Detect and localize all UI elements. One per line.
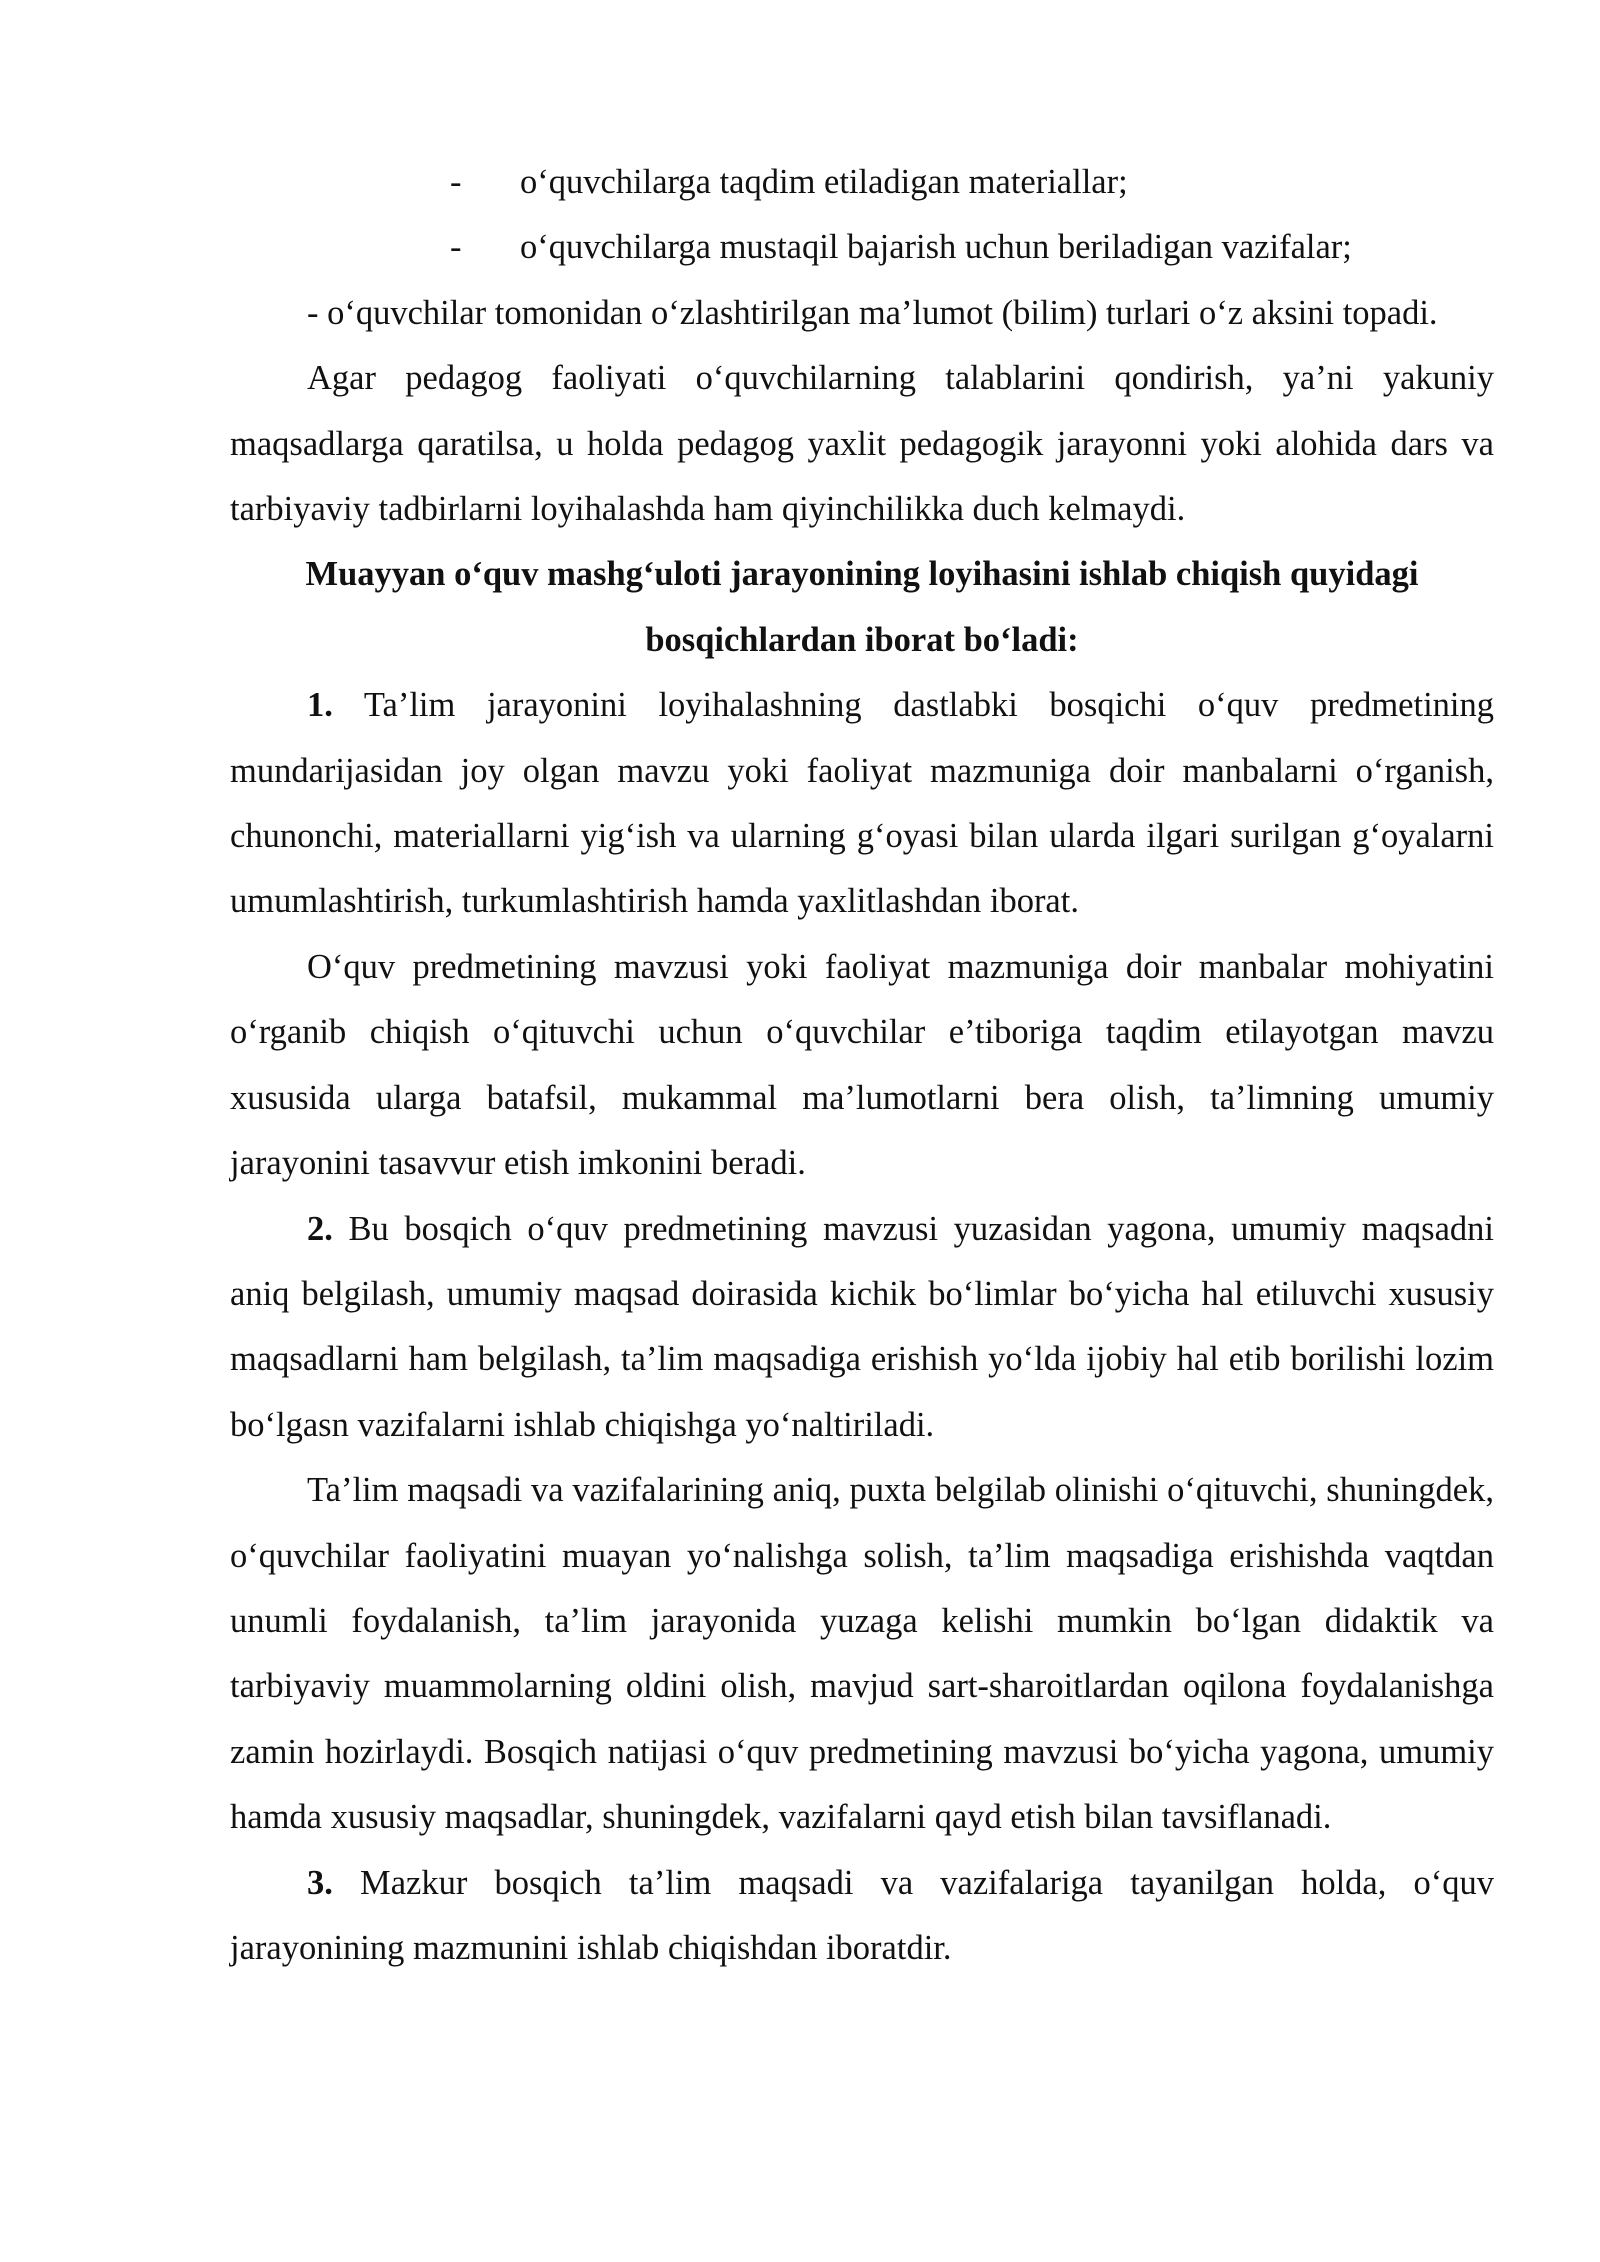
paragraph-oquv: O‘quv predmetining mavzusi yoki faoliyat mazmuniga doir manbalar mohiyatini o‘rganib chiqish o‘qituvchi uchun o‘quvchilar e’tiboriga taqdim etilayotgan mavzu xususida ularga batafsil, mukammal ma’lumotlarni bera olish, ta’limning umumiy jarayonini tasavvur etish imkonini beradi. [230,947,1494,1183]
list-dash: - [450,163,462,201]
step-text: Ta’lim jarayonini loyihalashning dastlabki bosqichi o‘quv predmetining mundarijasidan joy olgan mavzu yoki faoliyat mazmuniga doir manbalarni o‘rganish, chunonchi, materiallarni yig‘ish va ularning g‘oyasi bilan ularda ilgari surilgan g‘oyalarni umumlashtirish, turkumlashtirish hamda yaxlitlashdan iborat. [230,686,1494,921]
step-number: 1. [307,686,333,725]
step-text: Bu bosqich o‘quv predmetining mavzusi yuzasidan yagona, umumiy maqsadni aniq belgilash, umumiy maqsad doirasida kichik bo‘limlar bo‘yicha hal etiluvchi xususiy maqsadlarni ham belgilash, ta’lim maqsadiga erishish yo‘lda ijobiy hal etib borilishi lozim bo‘lgasn vazifalarni ishlab chiqishga yo‘naltiriladi. [230,1209,1494,1444]
paragraph-agar: Agar pedagog faoliyati o‘quvchilarning talablarini qondirish, ya’ni yakuniy maqsadlarga qaratilsa, u holda pedagog yaxlit pedagogik jarayonni yoki alohida dars va tarbiyaviy tadbirlarni loyihalashda ham qiyinchilikka duch kelmaydi. [230,359,1494,529]
step-number: 2. [307,1209,333,1248]
step-text: Mazkur bosqich ta’lim maqsadi va vazifalariga tayanilgan holda, o‘quv jarayonining mazmunini ishlab chiqishdan iboratdir. [230,1863,1494,1967]
section-heading: Muayyan o‘quv mashg‘uloti jarayonining loyihasini ishlab chiqish quyidagi bosqichlardan iborat bo‘ladi: [305,555,1419,659]
step-number: 3. [307,1863,333,1902]
page-content [230,150,1494,1981]
list-item [230,215,1494,280]
paragraph-step-2 [230,1197,1494,1459]
paragraph-dash-item: - o‘quvchilar tomonidan o‘zlashtirilgan ma’lumot (bilim) turlari o‘z aksini topadi. [307,293,1438,332]
paragraph-step-1 [230,673,1494,935]
paragraph-talim: Ta’lim maqsadi va vazifalarining aniq, puxta belgilab olinishi o‘qituvchi, shuningdek, o‘quvchilar faoliyatini muayan yo‘nalishga solish, ta’lim maqsadiga erishishda vaqtdan unumli foydalanish, ta’lim jarayonida yuzaga kelishi mumkin bo‘lgan didaktik va tarbiyaviy muammolarning oldini olish, mavjud sart-sharoitlardan oqilona foydalanishga zamin hozirlaydi. Bosqich natijasi o‘quv predmetining mavzusi bo‘yicha yagona, umumiy hamda xususiy maqsadlar, shuningdek, vazifalarni qayd etish bilan tavsiflanadi. [230,1471,1494,1837]
list-item-text: o‘quvchilarga mustaqil bajarish uchun beriladigan vazifalar; [520,228,1352,267]
list-item-text: o‘quvchilarga taqdim etiladigan materiallar; [520,163,1128,201]
paragraph-step-3 [230,1851,1494,1982]
list-item [230,150,1494,215]
list-dash: - [450,228,462,267]
